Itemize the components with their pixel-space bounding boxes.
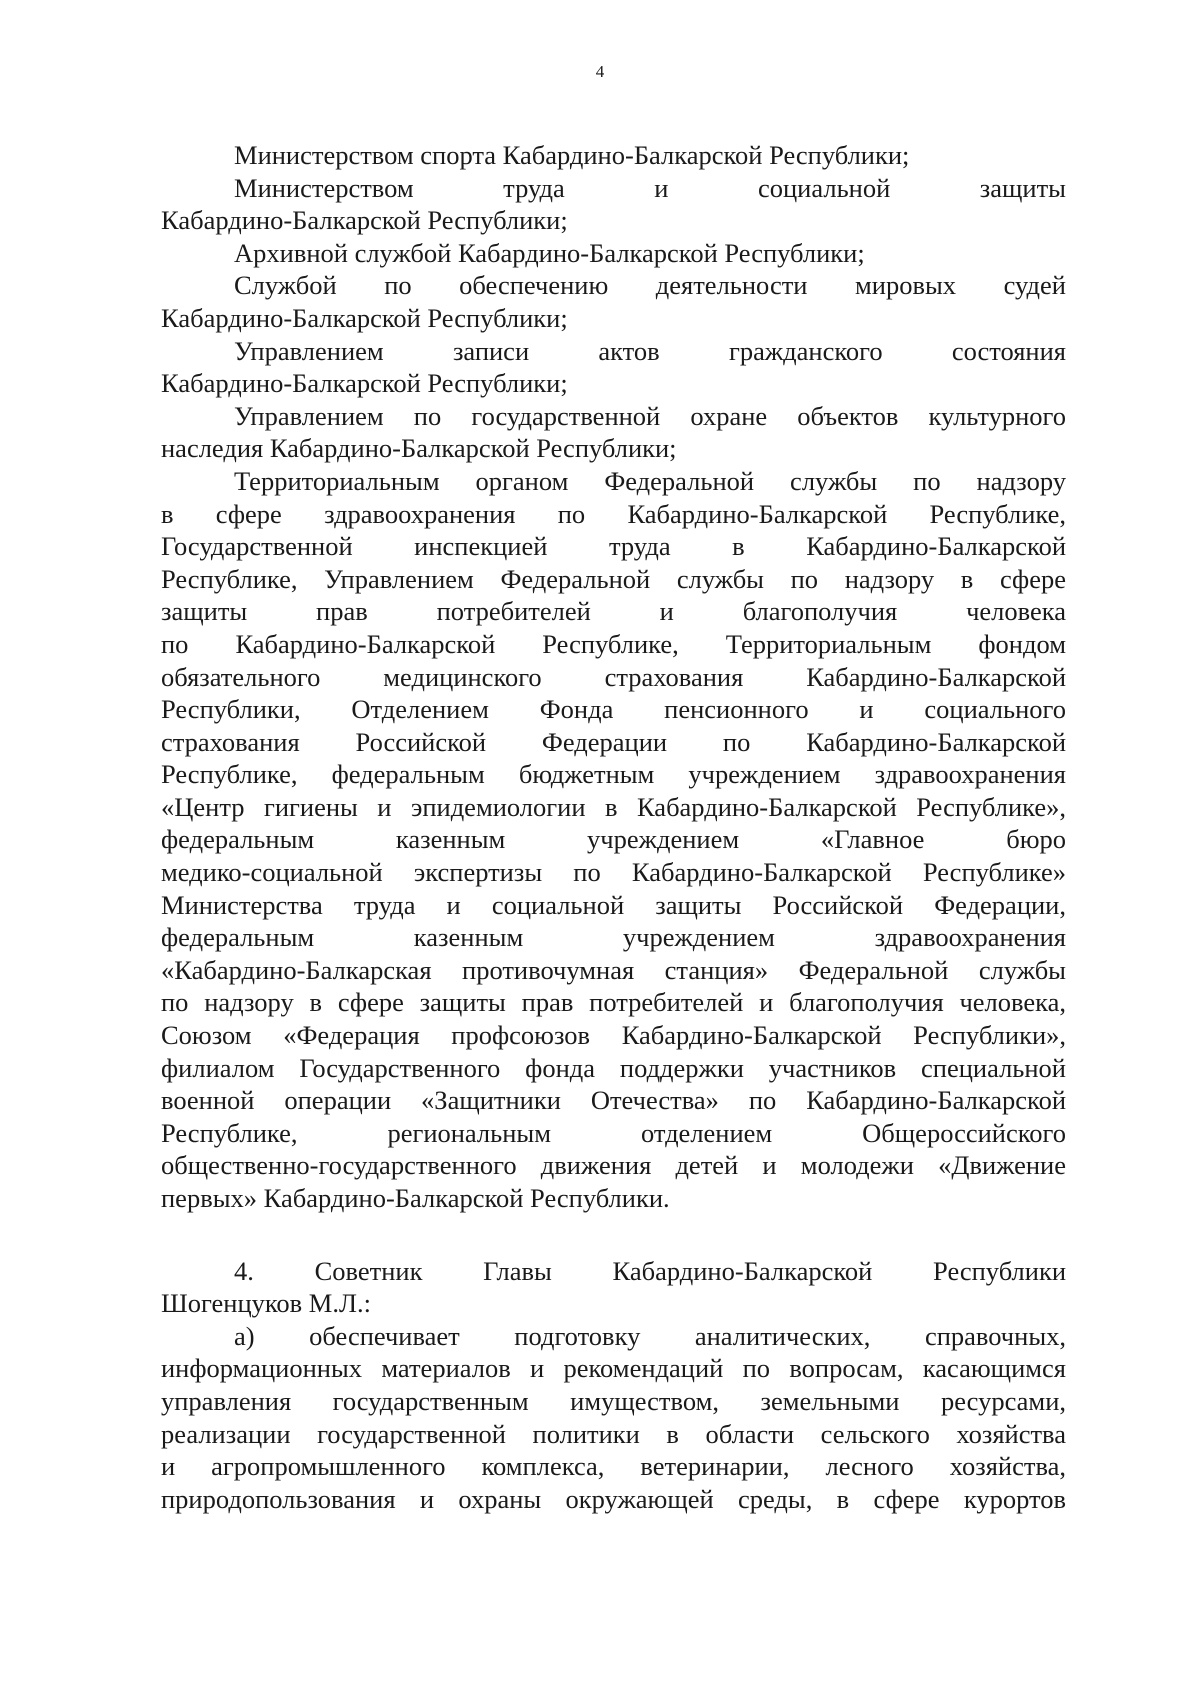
text-line: федеральным казенным учреждением «Главное бюро xyxy=(161,824,1066,855)
text-line: управления государственным имуществом, земельными ресурсами, xyxy=(161,1385,1066,1416)
paragraph-section-4-heading xyxy=(161,1255,1066,1320)
text-line: Союзом «Федерация профсоюзов Кабардино-Балкарской Республики», xyxy=(161,1020,1066,1051)
paragraph-civil-registry xyxy=(161,335,1066,400)
text-line: первых» Кабардино-Балкарской Республики. xyxy=(161,1183,670,1213)
text-line: медико-социальной экспертизы по Кабардино-Балкарской Республике» xyxy=(161,857,1066,888)
text-line: а) обеспечивает подготовку аналитических, справочных, xyxy=(234,1320,1066,1351)
text-line: по Кабардино-Балкарской Республике, Территориальным фондом xyxy=(161,628,1066,659)
text-line: Республики, Отделением Фонда пенсионного и социального xyxy=(161,694,1066,725)
text-line: Шогенцуков М.Л.: xyxy=(161,1288,371,1319)
text-line: Кабардино-Балкарской Республики; xyxy=(161,368,568,399)
text-line: и агропромышленного комплекса, ветеринарии, лесного хозяйства, xyxy=(161,1451,1066,1482)
text-line: Министерством спорта Кабардино-Балкарской Республики; xyxy=(234,140,910,170)
text-line: по надзору в сфере защиты прав потребителей и благополучия человека, xyxy=(161,987,1066,1018)
paragraph-heritage-protection xyxy=(161,400,1066,465)
text-line: Территориальным органом Федеральной службы по надзору xyxy=(234,465,1066,496)
text-line: военной операции «Защитники Отечества» по Кабардино-Балкарской xyxy=(161,1085,1066,1116)
text-line: «Центр гигиены и эпидемиологии в Кабардино-Балкарской Республике», xyxy=(161,791,1066,822)
text-line: «Кабардино-Балкарская противочумная станция» Федеральной службы xyxy=(161,954,1066,985)
paragraph-ministry-sport xyxy=(161,139,1066,172)
text-line: Управлением записи актов гражданского состояния xyxy=(234,335,1066,366)
text-line: Службой по обеспечению деятельности мировых судей xyxy=(234,270,1066,301)
document-body xyxy=(161,139,1066,1515)
page-number: 4 xyxy=(595,62,605,81)
paragraph-archive-service xyxy=(161,237,1066,270)
text-line: Управлением по государственной охране объектов культурного xyxy=(234,400,1066,431)
text-line: Государственной инспекцией труда в Кабардино-Балкарской xyxy=(161,531,1066,562)
text-line: Республике, федеральным бюджетным учреждением здравоохранения xyxy=(161,759,1066,790)
text-line: Министерства труда и социальной защиты Российской Федерации, xyxy=(161,889,1066,920)
paragraph-spacer xyxy=(161,1215,1066,1255)
paragraph-item-a xyxy=(161,1320,1066,1516)
text-line: Министерством труда и социальной защиты xyxy=(234,172,1066,203)
text-line: Кабардино-Балкарской Республики; xyxy=(161,205,568,236)
text-line: страхования Российской Федерации по Кабардино-Балкарской xyxy=(161,726,1066,757)
text-line: филиалом Государственного фонда поддержки участников специальной xyxy=(161,1052,1066,1083)
text-line: Архивной службой Кабардино-Балкарской Республики; xyxy=(234,237,865,268)
text-line: 4. Советник Главы Кабардино-Балкарской Республики xyxy=(234,1255,1066,1286)
paragraph-ministry-labour xyxy=(161,172,1066,237)
text-line: в сфере здравоохранения по Кабардино-Балкарской Республике, xyxy=(161,498,1066,529)
paragraph-judges-service xyxy=(161,269,1066,334)
text-line: обязательного медицинского страхования Кабардино-Балкарской xyxy=(161,661,1066,692)
text-line: природопользования и охраны окружающей среды, в сфере курортов xyxy=(161,1483,1066,1514)
text-line: Республике, региональным отделением Общероссийского xyxy=(161,1117,1066,1148)
text-line: защиты прав потребителей и благополучия человека xyxy=(161,596,1066,627)
text-line: общественно-государственного движения детей и молодежи «Движение xyxy=(161,1150,1066,1181)
text-line: информационных материалов и рекомендаций по вопросам, касающимся xyxy=(161,1353,1066,1384)
text-line: наследия Кабардино-Балкарской Республики; xyxy=(161,433,677,464)
text-line: реализации государственной политики в области сельского хозяйства xyxy=(161,1418,1066,1449)
text-line: федеральным казенным учреждением здравоохранения xyxy=(161,922,1066,953)
text-line: Кабардино-Балкарской Республики; xyxy=(161,302,568,333)
text-line: Республике, Управлением Федеральной службы по надзору в сфере xyxy=(161,563,1066,594)
paragraph-territorial-bodies xyxy=(161,465,1066,1215)
